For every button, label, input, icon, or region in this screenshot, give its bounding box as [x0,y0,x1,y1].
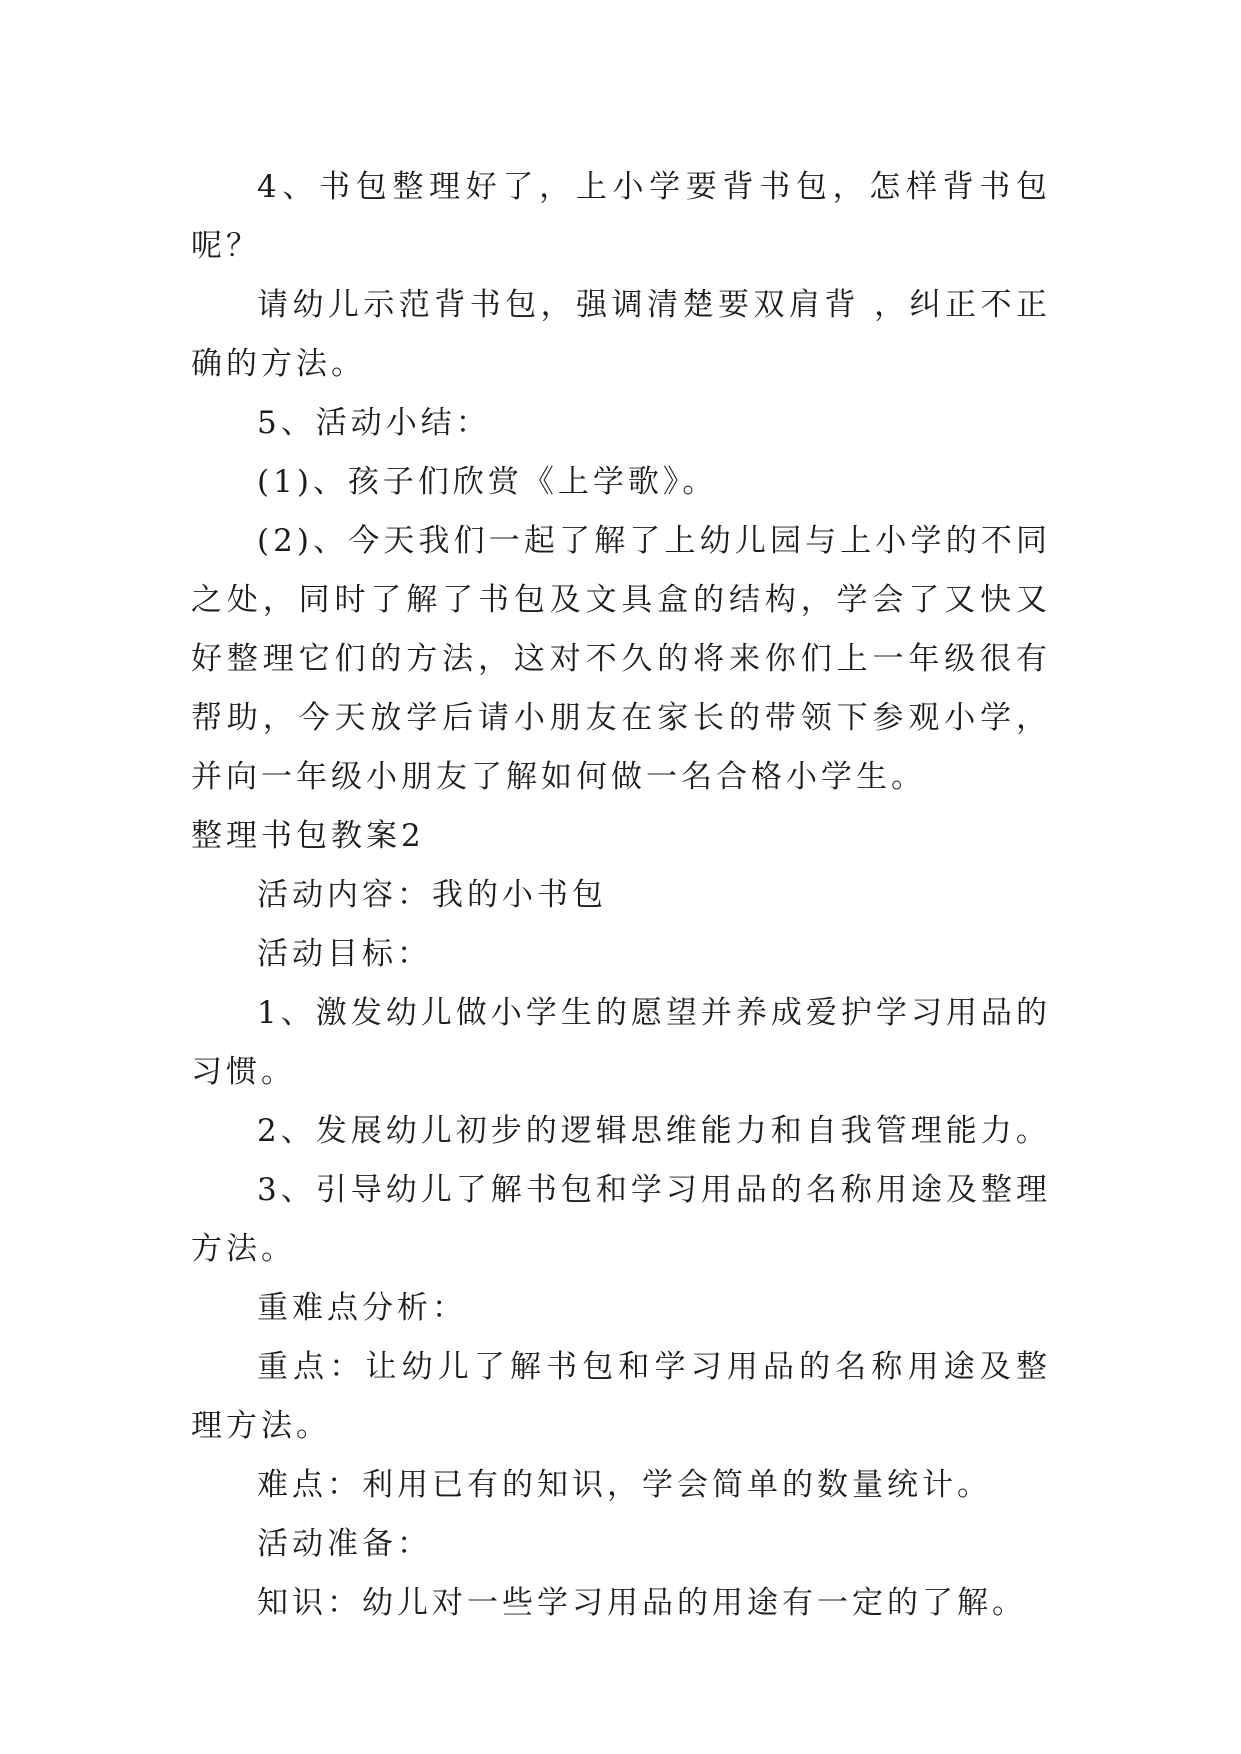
paragraph-difficulty: 难点：利用已有的知识，学会简单的数量统计。 [257,1467,992,1503]
paragraph-key-point: 重点：让幼儿了解书包和学习用品的名称用途及整理方法。 [191,1349,1051,1444]
paragraph-goal-2: 2、发展幼儿初步的逻辑思维能力和自我管理能力。 [257,1113,1051,1149]
paragraph-summary-item-1: (1)、孩子们欣赏《上学歌》。 [257,464,718,500]
paragraph-goal-1: 1、激发幼儿做小学生的愿望并养成爱护学习用品的习惯。 [191,995,1051,1090]
paragraph-goal-3: 3、引导幼儿了解书包和学习用品的名称用途及整理方法。 [191,1172,1051,1267]
paragraph-preparation-title: 活动准备： [257,1526,432,1562]
paragraph-summary-item-2: (2)、今天我们一起了解了上幼儿园与上小学的不同之处，同时了解了书包及文具盒的结构，学会了又快又好整理它们的方法，这对不久的将来你们上一年级很有帮助，今天放学后请小朋友在家长的带领下参观小学，并向一年级小朋友了解如何做一名合格小学生。 [191,523,1051,795]
section-heading: 整理书包教案2 [191,818,425,854]
document-body [191,158,1051,1633]
paragraph-summary-title: 5、活动小结： [257,405,491,441]
paragraph-backpack-demo: 请幼儿示范背书包，强调清楚要双肩背 ，纠正不正确的方法。 [191,287,1051,382]
paragraph-backpack-question: 4、书包整理好了，上小学要背书包，怎样背书包呢？ [191,169,1051,264]
paragraph-key-points-title: 重难点分析： [257,1290,467,1326]
paragraph-activity-goals-title: 活动目标： [257,936,432,972]
paragraph-preparation-knowledge: 知识：幼儿对一些学习用品的用途有一定的了解。 [257,1585,1027,1621]
paragraph-activity-content: 活动内容：我的小书包 [257,877,607,913]
